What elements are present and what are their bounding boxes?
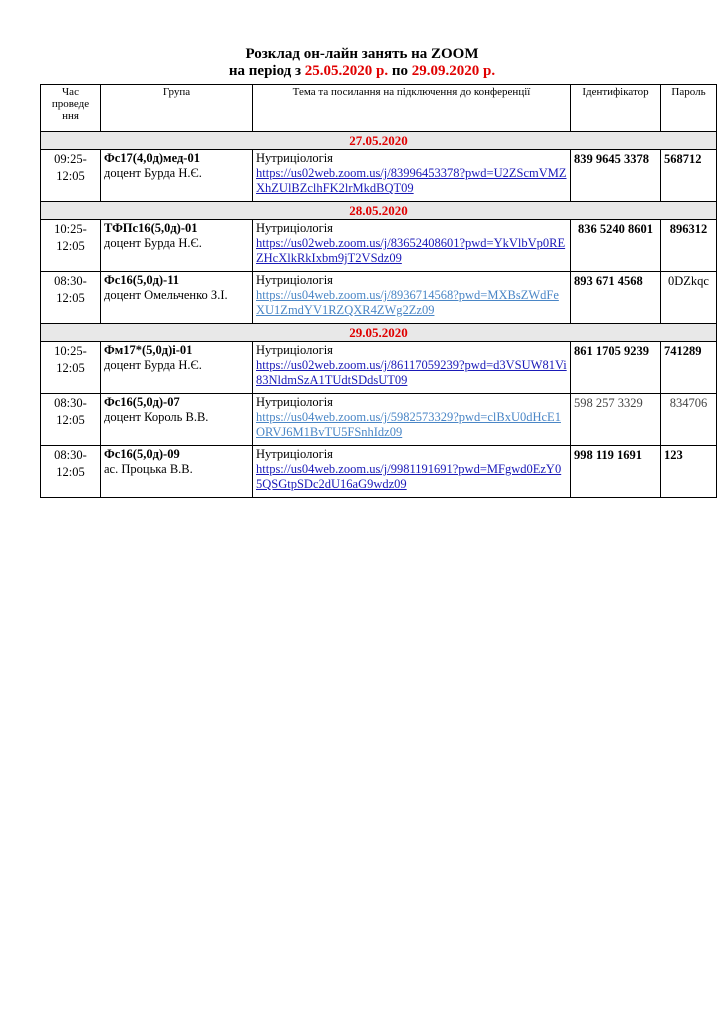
- group-cell: [101, 220, 253, 272]
- topic-cell: [253, 220, 571, 272]
- topic-cell: [253, 446, 571, 498]
- zoom-link[interactable]: https://us02web.zoom.us/j/83652408601?pwd=YkVlbVp0REZHcXlkRkIxbm9jT2VSdz09: [256, 236, 566, 265]
- time-end: 12:05: [56, 239, 85, 253]
- conference-password: 896312: [661, 220, 717, 272]
- header-time: Час проведе ння: [41, 85, 101, 132]
- conference-password: 834706: [661, 394, 717, 446]
- period-date-from: 25.05.2020 р.: [304, 63, 389, 79]
- zoom-link[interactable]: https://us04web.zoom.us/j/5982573329?pwd=clBxU0dHcE1ORVJ6M1BvTU5FSnhIdz09: [256, 410, 561, 439]
- time-end: 12:05: [56, 169, 85, 183]
- header-password: Пароль: [661, 85, 717, 132]
- group-code: Фс17(4,0д)мед-01: [104, 151, 200, 165]
- title-text: Розклад он-лайн занять на ZOOM: [245, 46, 479, 62]
- section-date: 28.05.2020: [41, 202, 717, 220]
- conference-id: 893 671 4568: [571, 272, 661, 324]
- date-row: [41, 324, 717, 342]
- topic-cell: [253, 342, 571, 394]
- time-cell: [41, 150, 101, 202]
- group-cell: [101, 342, 253, 394]
- topic-title: Нутриціологія: [256, 151, 333, 165]
- zoom-link[interactable]: https://us02web.zoom.us/j/83996453378?pwd=U2ZScmVMZXhZUlBZclhFK2lrMkdBQT09: [256, 166, 567, 195]
- time-end: 12:05: [56, 465, 85, 479]
- teacher-name: доцент Бурда Н.Є.: [104, 166, 202, 180]
- time-start: 09:25-: [54, 152, 87, 166]
- topic-title: Нутриціологія: [256, 395, 333, 409]
- time-end: 12:05: [56, 291, 85, 305]
- conference-password: 568712: [661, 150, 717, 202]
- period-prefix: на період з: [228, 63, 302, 79]
- group-code: Фс16(5,0д)-07: [104, 395, 180, 409]
- conference-id: 998 119 1691: [571, 446, 661, 498]
- date-row: [41, 132, 717, 150]
- time-start: 08:30-: [54, 448, 87, 462]
- group-cell: [101, 150, 253, 202]
- group-cell: [101, 446, 253, 498]
- group-code: Фм17*(5,0д)і-01: [104, 343, 193, 357]
- teacher-name: доцент Бурда Н.Є.: [104, 236, 202, 250]
- table-row: [41, 272, 717, 324]
- teacher-name: доцент Король В.В.: [104, 410, 209, 424]
- time-start: 08:30-: [54, 274, 87, 288]
- group-code: Фс16(5,0д)-11: [104, 273, 180, 287]
- topic-cell: [253, 150, 571, 202]
- document-period: [40, 63, 684, 80]
- table-row: [41, 342, 717, 394]
- topic-title: Нутриціологія: [256, 343, 333, 357]
- teacher-name: доцент Бурда Н.Є.: [104, 358, 202, 372]
- topic-title: Нутриціологія: [256, 221, 333, 235]
- time-start: 10:25-: [54, 222, 87, 236]
- topic-title: Нутриціологія: [256, 447, 333, 461]
- header-group: Група: [101, 85, 253, 132]
- period-mid: по: [391, 63, 409, 79]
- section-date: 27.05.2020: [41, 132, 717, 150]
- time-end: 12:05: [56, 361, 85, 375]
- conference-id: 839 9645 3378: [571, 150, 661, 202]
- time-cell: [41, 446, 101, 498]
- topic-title: Нутриціологія: [256, 273, 333, 287]
- conference-id: 836 5240 8601: [571, 220, 661, 272]
- time-end: 12:05: [56, 413, 85, 427]
- time-cell: [41, 394, 101, 446]
- document-title: [40, 46, 684, 63]
- zoom-link[interactable]: https://us04web.zoom.us/j/9981191691?pwd=MFgwd0EzY05QSGtpSDc2dU16aG9wdz09: [256, 462, 562, 491]
- group-code: Фс16(5,0д)-09: [104, 447, 180, 461]
- group-cell: [101, 272, 253, 324]
- section-date: 29.05.2020: [41, 324, 717, 342]
- header-topic: Тема та посилання на підключення до конференції: [253, 85, 571, 132]
- period-date-to: 29.09.2020 р.: [411, 63, 496, 79]
- topic-cell: [253, 272, 571, 324]
- conference-password: 0DZkqc: [661, 272, 717, 324]
- time-cell: [41, 272, 101, 324]
- teacher-name: ас. Процька В.В.: [104, 462, 193, 476]
- conference-password: 741289: [661, 342, 717, 394]
- group-cell: [101, 394, 253, 446]
- time-start: 10:25-: [54, 344, 87, 358]
- table-row: [41, 150, 717, 202]
- zoom-link[interactable]: https://us04web.zoom.us/j/8936714568?pwd=MXBsZWdFeXU1ZmdYV1RZQXR4ZWg2Zz09: [256, 288, 559, 317]
- topic-cell: [253, 394, 571, 446]
- conference-id: 861 1705 9239: [571, 342, 661, 394]
- table-row: [41, 394, 717, 446]
- conference-password: 123: [661, 446, 717, 498]
- time-cell: [41, 220, 101, 272]
- date-row: [41, 202, 717, 220]
- zoom-link[interactable]: https://us02web.zoom.us/j/86117059239?pwd=d3VSUW81Vi83NldmSzA1TUdtSDdsUT09: [256, 358, 567, 387]
- group-code: ТФПс16(5,0д)-01: [104, 221, 198, 235]
- time-start: 08:30-: [54, 396, 87, 410]
- teacher-name: доцент Омельченко З.І.: [104, 288, 228, 302]
- table-row: [41, 220, 717, 272]
- table-header-row: [41, 85, 717, 132]
- header-id: Ідентифікатор: [571, 85, 661, 132]
- table-row: [41, 446, 717, 498]
- conference-id: 598 257 3329: [571, 394, 661, 446]
- time-cell: [41, 342, 101, 394]
- schedule-table: [40, 84, 717, 498]
